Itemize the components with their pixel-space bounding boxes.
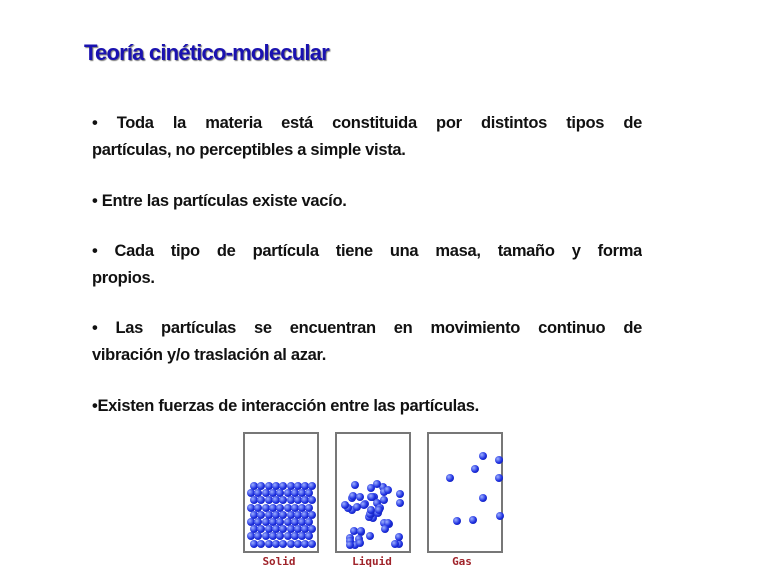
bullet-4-line-1: • Las partículas se encuentran en movimiento continuo de (92, 319, 642, 337)
bullet-4-line-2: vibración y/o traslación al azar. (92, 346, 327, 364)
particle (373, 480, 381, 488)
bullet-1-line-1: • Toda la materia está constituida por distintos tipos de (92, 114, 642, 132)
particle (380, 496, 388, 504)
bullet-3-line-2: propios. (92, 269, 155, 287)
particle (479, 452, 487, 460)
particle (279, 540, 287, 548)
particle (469, 516, 477, 524)
particle (360, 501, 368, 509)
particle (396, 490, 404, 498)
particle (357, 527, 365, 535)
particle (446, 474, 454, 482)
particle (366, 532, 374, 540)
particle (479, 494, 487, 502)
slide-title: Teoría cinético-molecular (84, 40, 329, 65)
particle (381, 525, 389, 533)
particle (356, 539, 364, 547)
particle (496, 512, 504, 520)
particle (353, 503, 361, 511)
solid-label: Solid (262, 555, 296, 568)
particle (391, 540, 399, 548)
particle (471, 465, 479, 473)
solid-state-box (243, 432, 319, 553)
particle (308, 540, 316, 548)
particle (395, 533, 403, 541)
particle (396, 499, 404, 507)
liquid-label: Liquid (352, 555, 392, 568)
bullet-3-line-1: • Cada tipo de partícula tiene una masa, tamaño y forma (92, 242, 642, 260)
bullet-2: • Entre las partículas existe vacío. (92, 192, 347, 210)
bullet-5: •Existen fuerzas de interacción entre las partículas. (92, 397, 479, 415)
particle (384, 486, 392, 494)
bullet-1-line-2: partículas, no perceptibles a simple vista. (92, 141, 406, 159)
gas-state-box (427, 432, 503, 553)
gas-label: Gas (452, 555, 472, 568)
particle (375, 506, 383, 514)
particle (453, 517, 461, 525)
particle (495, 474, 503, 482)
particle (351, 481, 359, 489)
liquid-state-box (335, 432, 411, 553)
particle (495, 456, 503, 464)
